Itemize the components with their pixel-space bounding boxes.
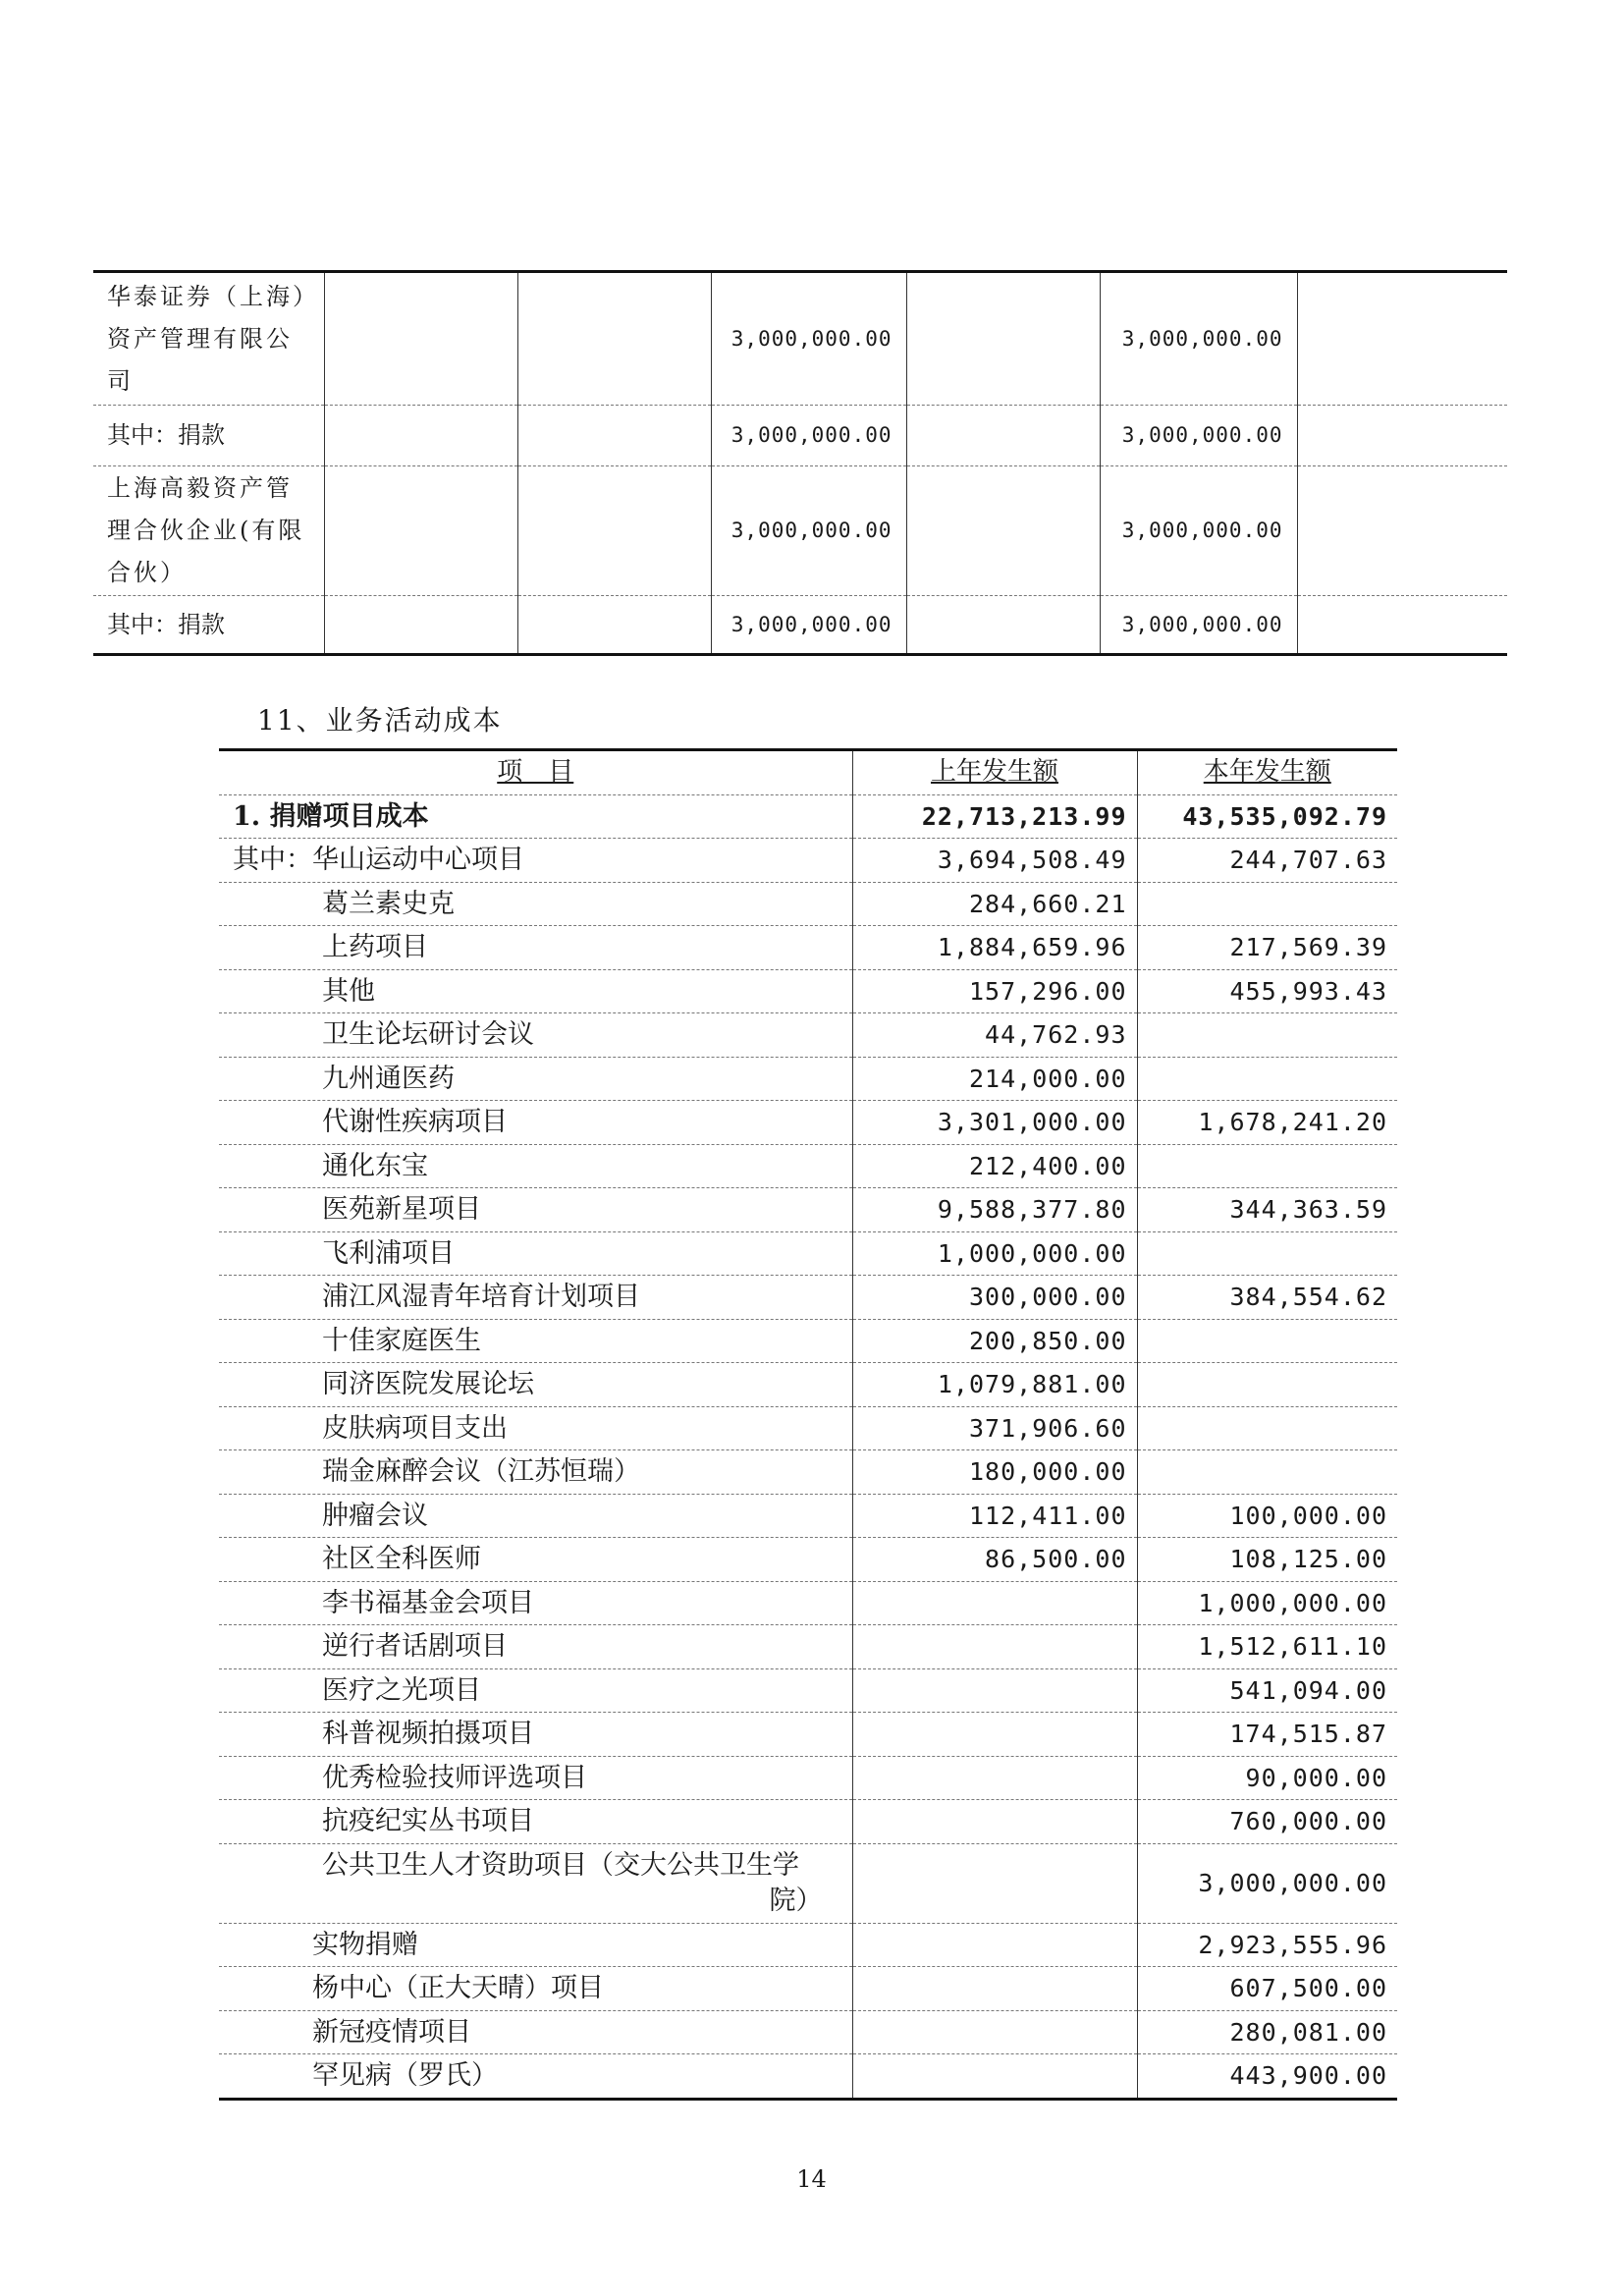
table-row	[219, 1101, 1397, 1145]
amount-cell: 3,000,000.00	[711, 466, 906, 596]
table-row	[219, 1843, 1397, 1923]
table-row	[219, 1144, 1397, 1188]
business-cost-table	[219, 748, 1397, 2101]
table-row	[219, 1057, 1397, 1101]
prev-year-amount: 157,296.00	[852, 969, 1137, 1013]
prev-year-amount: 284,660.21	[852, 882, 1137, 926]
this-year-amount: 108,125.00	[1137, 1538, 1397, 1582]
this-year-amount: 384,554.62	[1137, 1276, 1397, 1320]
row-label: 代谢性疾病项目	[219, 1101, 852, 1145]
table-row	[93, 466, 1507, 596]
this-year-amount: 760,000.00	[1137, 1800, 1397, 1844]
row-label: 同济医院发展论坛	[219, 1363, 852, 1407]
amount-cell: 3,000,000.00	[711, 272, 906, 406]
table-row	[219, 1363, 1397, 1407]
this-year-amount: 443,900.00	[1137, 2054, 1397, 2100]
row-label: 杨中心（正大天晴）项目	[219, 1967, 852, 2011]
table-row	[219, 794, 1397, 839]
row-label: 李书福基金会项目	[219, 1581, 852, 1625]
prev-year-amount	[852, 1800, 1137, 1844]
this-year-amount: 100,000.00	[1137, 1494, 1397, 1538]
table-row	[219, 1625, 1397, 1669]
prev-year-amount: 86,500.00	[852, 1538, 1137, 1582]
table-header-row	[219, 750, 1397, 795]
table-row	[219, 926, 1397, 970]
row-label: 上药项目	[219, 926, 852, 970]
section-title: 11、业务活动成本	[257, 704, 503, 737]
table-row	[219, 1713, 1397, 1757]
row-label: 皮肤病项目支出	[219, 1406, 852, 1450]
table-row	[219, 1756, 1397, 1800]
row-label: 其他	[219, 969, 852, 1013]
row-label: 医苑新星项目	[219, 1188, 852, 1232]
table-row	[219, 969, 1397, 1013]
row-label: 1. 捐赠项目成本	[219, 794, 852, 839]
table-row	[219, 1494, 1397, 1538]
this-year-amount	[1137, 1013, 1397, 1058]
amount-cell: 3,000,000.00	[711, 406, 906, 466]
table-row	[219, 1188, 1397, 1232]
table-row	[219, 2054, 1397, 2100]
page-number: 14	[796, 2165, 827, 2193]
prev-year-amount: 1,000,000.00	[852, 1231, 1137, 1276]
row-label: 瑞金麻醉会议（江苏恒瑞）	[219, 1450, 852, 1495]
this-year-amount: 2,923,555.96	[1137, 1923, 1397, 1967]
this-year-amount: 244,707.63	[1137, 839, 1397, 883]
row-label: 其中：华山运动中心项目	[219, 839, 852, 883]
prev-year-amount	[852, 2010, 1137, 2054]
this-year-amount	[1137, 1057, 1397, 1101]
row-label: 葛兰素史克	[219, 882, 852, 926]
table-row	[93, 596, 1507, 655]
prev-year-amount	[852, 1967, 1137, 2011]
table-row	[93, 272, 1507, 406]
donor-name: 上海高毅资产管理合伙企业(有限合伙）	[93, 466, 324, 596]
table-row	[219, 882, 1397, 926]
amount-cell: 3,000,000.00	[711, 596, 906, 655]
row-label: 抗疫纪实丛书项目	[219, 1800, 852, 1844]
this-year-amount: 1,512,611.10	[1137, 1625, 1397, 1669]
row-label: 通化东宝	[219, 1144, 852, 1188]
prev-year-amount: 22,713,213.99	[852, 794, 1137, 839]
this-year-amount	[1137, 1406, 1397, 1450]
table-row	[219, 1800, 1397, 1844]
table-row	[219, 1581, 1397, 1625]
header-item: 项 目	[497, 757, 574, 787]
this-year-amount	[1137, 1319, 1397, 1363]
row-label: 十佳家庭医生	[219, 1319, 852, 1363]
table-row	[219, 1668, 1397, 1713]
row-label: 逆行者话剧项目	[219, 1625, 852, 1669]
this-year-amount	[1137, 1450, 1397, 1495]
row-label: 新冠疫情项目	[219, 2010, 852, 2054]
prev-year-amount	[852, 1923, 1137, 1967]
prev-year-amount: 9,588,377.80	[852, 1188, 1137, 1232]
amount-cell: 3,000,000.00	[1100, 272, 1297, 406]
table-row	[219, 1276, 1397, 1320]
prev-year-amount: 112,411.00	[852, 1494, 1137, 1538]
this-year-amount: 280,081.00	[1137, 2010, 1397, 2054]
row-label: 医疗之光项目	[219, 1668, 852, 1713]
prev-year-amount	[852, 1756, 1137, 1800]
this-year-amount: 43,535,092.79	[1137, 794, 1397, 839]
row-label: 实物捐赠	[219, 1923, 852, 1967]
this-year-amount	[1137, 1363, 1397, 1407]
header-this-year: 本年发生额	[1203, 757, 1331, 787]
table-row	[93, 406, 1507, 466]
prev-year-amount: 212,400.00	[852, 1144, 1137, 1188]
prev-year-amount	[852, 1713, 1137, 1757]
amount-cell: 3,000,000.00	[1100, 596, 1297, 655]
row-label: 罕见病（罗氏）	[219, 2054, 852, 2100]
table-row	[219, 1450, 1397, 1495]
row-label: 肿瘤会议	[219, 1494, 852, 1538]
this-year-amount: 90,000.00	[1137, 1756, 1397, 1800]
this-year-amount: 217,569.39	[1137, 926, 1397, 970]
donor-table	[93, 270, 1507, 656]
amount-cell: 3,000,000.00	[1100, 406, 1297, 466]
prev-year-amount: 1,884,659.96	[852, 926, 1137, 970]
prev-year-amount: 1,079,881.00	[852, 1363, 1137, 1407]
row-label: 社区全科医师	[219, 1538, 852, 1582]
table-row	[219, 1967, 1397, 2011]
prev-year-amount: 180,000.00	[852, 1450, 1137, 1495]
this-year-amount: 1,678,241.20	[1137, 1101, 1397, 1145]
prev-year-amount: 371,906.60	[852, 1406, 1137, 1450]
this-year-amount	[1137, 1144, 1397, 1188]
table-row	[219, 1231, 1397, 1276]
header-prev-year: 上年发生额	[930, 757, 1058, 787]
table-row	[219, 1319, 1397, 1363]
row-label: 科普视频拍摄项目	[219, 1713, 852, 1757]
prev-year-amount	[852, 2054, 1137, 2100]
row-label: 公共卫生人才资助项目（交大公共卫生学 院）	[219, 1843, 852, 1923]
row-label: 优秀检验技师评选项目	[219, 1756, 852, 1800]
table-row	[219, 2010, 1397, 2054]
this-year-amount: 541,094.00	[1137, 1668, 1397, 1713]
this-year-amount: 607,500.00	[1137, 1967, 1397, 2011]
this-year-amount: 344,363.59	[1137, 1188, 1397, 1232]
table-row	[219, 1013, 1397, 1058]
prev-year-amount: 3,301,000.00	[852, 1101, 1137, 1145]
prev-year-amount: 200,850.00	[852, 1319, 1137, 1363]
prev-year-amount	[852, 1581, 1137, 1625]
donor-name: 华泰证券（上海）资产管理有限公司	[93, 272, 324, 406]
this-year-amount: 3,000,000.00	[1137, 1843, 1397, 1923]
prev-year-amount	[852, 1625, 1137, 1669]
prev-year-amount	[852, 1668, 1137, 1713]
table-row	[219, 1538, 1397, 1582]
sub-label: 其中：捐款	[93, 406, 324, 466]
prev-year-amount: 214,000.00	[852, 1057, 1137, 1101]
this-year-amount	[1137, 882, 1397, 926]
prev-year-amount	[852, 1843, 1137, 1923]
amount-cell: 3,000,000.00	[1100, 466, 1297, 596]
table-row	[219, 839, 1397, 883]
table-row	[219, 1923, 1397, 1967]
row-label: 飞利浦项目	[219, 1231, 852, 1276]
sub-label: 其中：捐款	[93, 596, 324, 655]
row-label: 九州通医药	[219, 1057, 852, 1101]
this-year-amount: 455,993.43	[1137, 969, 1397, 1013]
row-label: 卫生论坛研讨会议	[219, 1013, 852, 1058]
prev-year-amount: 300,000.00	[852, 1276, 1137, 1320]
this-year-amount	[1137, 1231, 1397, 1276]
this-year-amount: 1,000,000.00	[1137, 1581, 1397, 1625]
table-row	[219, 1406, 1397, 1450]
prev-year-amount: 3,694,508.49	[852, 839, 1137, 883]
row-label: 浦江风湿青年培育计划项目	[219, 1276, 852, 1320]
this-year-amount: 174,515.87	[1137, 1713, 1397, 1757]
prev-year-amount: 44,762.93	[852, 1013, 1137, 1058]
